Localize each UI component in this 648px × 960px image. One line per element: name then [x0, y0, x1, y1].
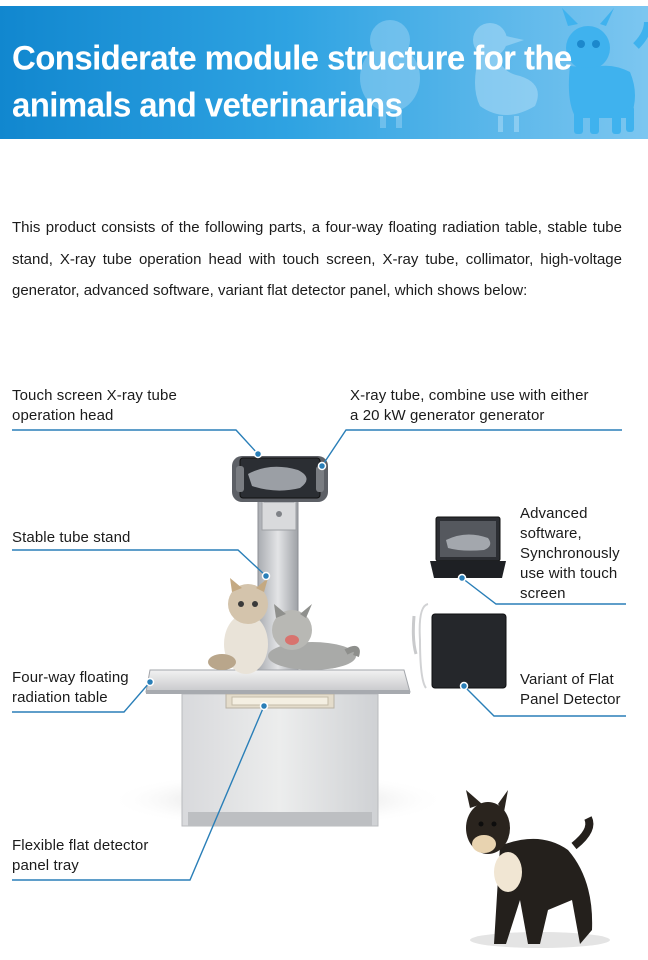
operation-head [232, 456, 328, 502]
label-flat-panel: Variant of Flat Panel Detector [520, 671, 621, 708]
callout-dot [255, 451, 262, 458]
table-cabinet [182, 694, 378, 826]
laptop [430, 517, 506, 578]
dog-photo [466, 790, 610, 948]
callout-dot [147, 679, 154, 686]
label-software: Advanced software, Synchronously use with touch screen [520, 505, 620, 602]
callout-dot [261, 703, 268, 710]
cat-lying [268, 604, 357, 670]
callout-line-tube-stand [12, 550, 266, 576]
label-tube-stand: Stable tube stand [12, 529, 131, 546]
callout-dot [263, 573, 270, 580]
table-top [146, 670, 410, 694]
callout-dot [461, 683, 468, 690]
label-detector-tray: Flexible flat detector panel tray [12, 837, 149, 874]
intro-paragraph: This product consists of the following parts, a four-way floating radiation table, stable tube stand, X-ray tube operation head with touch screen, X-ray tube, collimator, high-voltage generator, advanced software, variant flat detector panel, which shows below: [12, 219, 622, 299]
callout-line-xray-tube [322, 430, 622, 466]
callout-dot [319, 463, 326, 470]
cat-sitting [208, 578, 268, 674]
label-operation-head: Touch screen X-ray tube operation head [12, 387, 177, 424]
page-title: Considerate module structure for the animals and veterinarians [12, 38, 572, 124]
detector-tray [232, 697, 328, 705]
flat-panel-detector [413, 604, 506, 688]
label-xray-tube: X-ray tube, combine use with either a 20 kW generator generator [350, 387, 589, 424]
callout-dot [459, 575, 466, 582]
callout-line-operation-head [12, 430, 258, 454]
label-radiation-table: Four-way floating radiation table [12, 669, 129, 706]
